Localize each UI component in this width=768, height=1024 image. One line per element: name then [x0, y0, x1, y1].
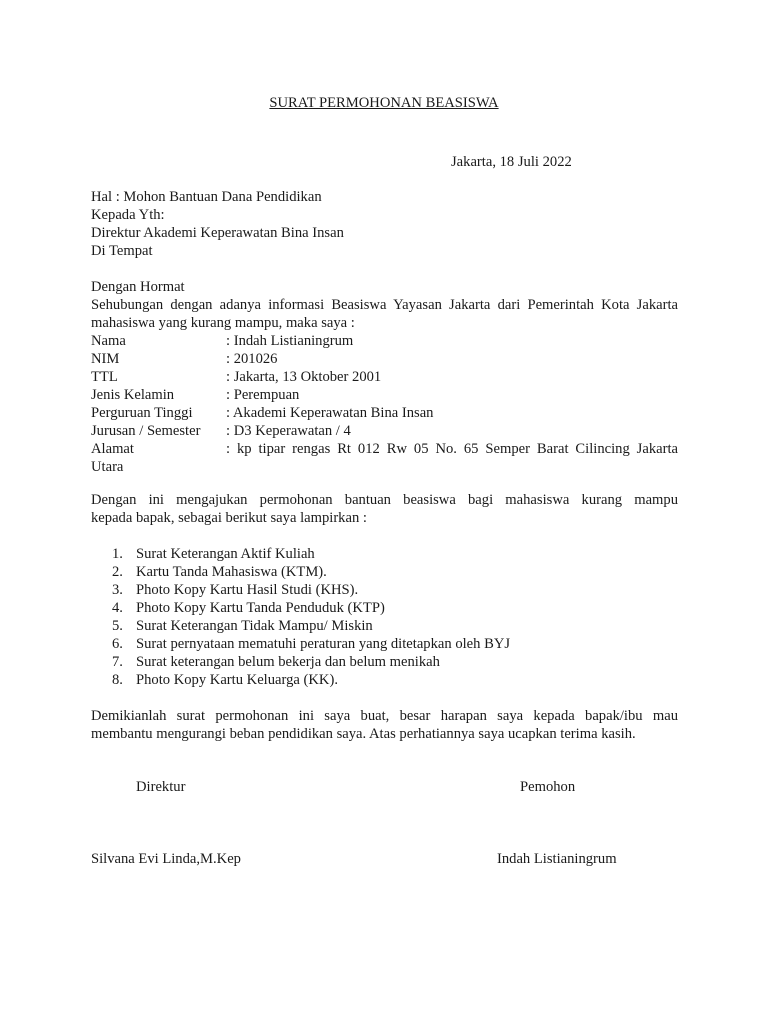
signature-role-right: Pemohon	[520, 779, 576, 795]
list-text: Photo Kopy Kartu Tanda Penduduk (KTP)	[136, 600, 385, 616]
list-item	[91, 653, 651, 671]
letter-closing	[91, 707, 678, 743]
field-row-jurusan	[91, 422, 678, 440]
list-number: 7.	[112, 654, 123, 670]
letter-intro	[91, 278, 678, 476]
letter-request	[91, 491, 678, 527]
field-value: : Akademi Keperawatan Bina Insan	[226, 405, 434, 421]
field-label: Jenis Kelamin	[91, 387, 175, 403]
list-number: 3.	[112, 582, 123, 598]
field-row-ttl	[91, 368, 678, 386]
letter-title: SURAT PERMOHONAN BEASISWA	[269, 95, 499, 111]
list-number: 1.	[112, 546, 123, 562]
field-label: Nama	[91, 333, 126, 349]
addressee-line: Kepada Yth:	[91, 207, 165, 223]
list-number: 6.	[112, 636, 123, 652]
list-number: 4.	[112, 600, 123, 616]
subject-line: Hal : Mohon Bantuan Dana Pendidikan	[91, 189, 322, 205]
list-item	[91, 563, 651, 581]
list-item	[91, 545, 651, 563]
list-number: 2.	[112, 564, 123, 580]
letter-date: Jakarta, 18 Juli 2022	[451, 154, 572, 170]
list-item	[91, 635, 651, 653]
signature-name-right: Indah Listianingrum	[497, 851, 617, 867]
field-value: : D3 Keperawatan / 4	[226, 423, 351, 439]
closing-line: Demikianlah surat permohonan ini saya buat, besar harapan saya kepada bapak/ibu mau	[91, 708, 678, 724]
field-value: : kp tipar rengas Rt 012 Rw 05 No. 65 Semper Barat Cilincing Jakarta	[226, 441, 678, 457]
list-text: Photo Kopy Kartu Keluarga (KK).	[136, 672, 338, 688]
signature-role-left: Direktur	[136, 779, 186, 795]
field-value: : Indah Listianingrum	[226, 333, 354, 349]
field-value: : Perempuan	[226, 387, 300, 403]
list-item	[91, 581, 651, 599]
recipient-line: Direktur Akademi Keperawatan Bina Insan	[91, 225, 344, 241]
signature-name-left: Silvana Evi Linda,M.Kep	[91, 851, 241, 867]
field-label: Alamat	[91, 441, 134, 457]
field-value: : 201026	[226, 351, 278, 367]
greeting: Dengan Hormat	[91, 279, 185, 295]
letter-header	[91, 188, 678, 260]
list-item	[91, 617, 651, 635]
place-line: Di Tempat	[91, 243, 153, 259]
field-label: Perguruan Tinggi	[91, 405, 193, 421]
intro-line: Sehubungan dengan adanya informasi Beasiswa Yayasan Jakarta dari Pemerintah Kota Jakarta	[91, 297, 678, 313]
field-row-jenis-kelamin	[91, 386, 678, 404]
list-text: Kartu Tanda Mahasiswa (KTM).	[136, 564, 327, 580]
attachment-list	[91, 545, 651, 689]
list-text: Surat pernyataan mematuhi peraturan yang ditetapkan oleh BYJ	[136, 636, 511, 652]
field-row-perguruan-tinggi	[91, 404, 678, 422]
field-label: Jurusan / Semester	[91, 423, 201, 439]
closing-line: membantu mengurangi beban pendidikan saya. Atas perhatiannya saya ucapkan terima kasih.	[91, 726, 636, 742]
list-text: Surat keterangan belum bekerja dan belum menikah	[136, 654, 440, 670]
list-text: Photo Kopy Kartu Hasil Studi (KHS).	[136, 582, 359, 598]
list-text: Surat Keterangan Aktif Kuliah	[136, 546, 315, 562]
intro-line: mahasiswa yang kurang mampu, maka saya :	[91, 315, 355, 331]
field-row-alamat	[91, 440, 678, 458]
field-row-nim	[91, 350, 678, 368]
list-item	[91, 599, 651, 617]
field-label: NIM	[91, 351, 120, 367]
list-item	[91, 671, 651, 689]
request-line: Dengan ini mengajukan permohonan bantuan beasiswa bagi mahasiswa kurang mampu	[91, 492, 678, 508]
field-value: : Jakarta, 13 Oktober 2001	[226, 369, 382, 385]
list-number: 8.	[112, 672, 123, 688]
list-number: 5.	[112, 618, 123, 634]
list-text: Surat Keterangan Tidak Mampu/ Miskin	[136, 618, 373, 634]
field-row-nama	[91, 332, 678, 350]
address-continuation: Utara	[91, 459, 124, 475]
request-line: kepada bapak, sebagai berikut saya lampirkan :	[91, 510, 367, 526]
field-label: TTL	[91, 369, 118, 385]
